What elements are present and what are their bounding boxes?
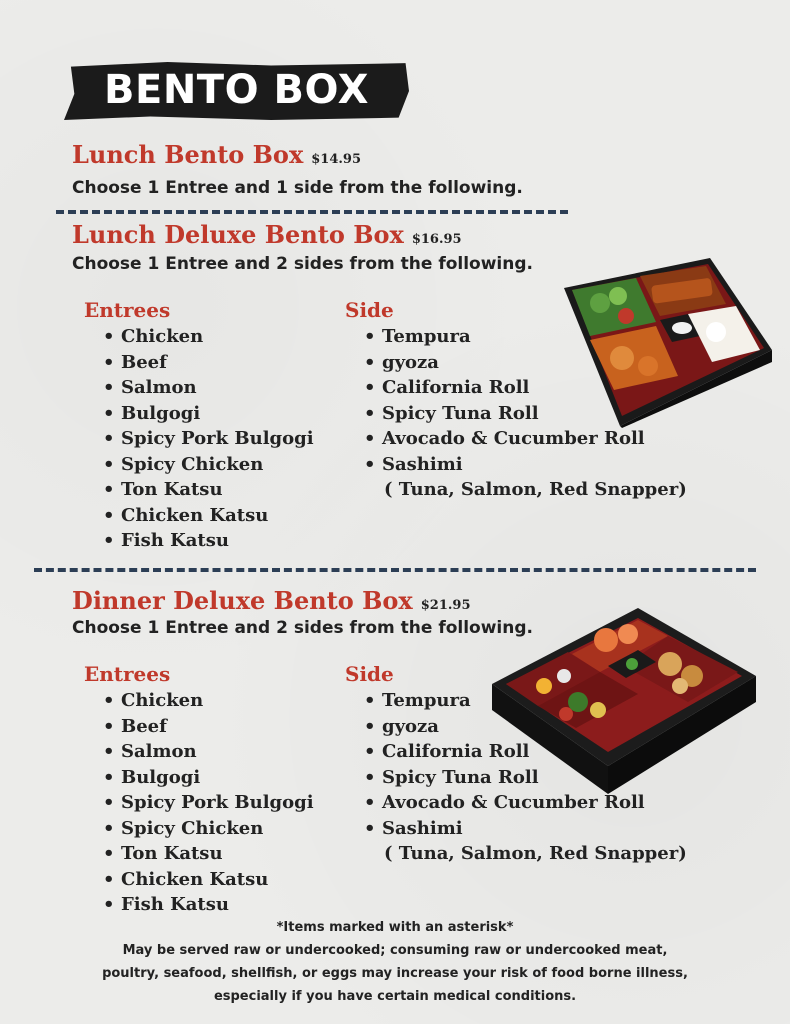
list-item: • California Roll	[358, 375, 645, 401]
list-item: • Chicken	[97, 324, 314, 350]
list-item: • Ton Katsu	[97, 841, 314, 867]
list-item: • Avocado & Cucumber Roll	[358, 790, 645, 816]
page-title: BENTO BOX	[104, 67, 369, 113]
disclaimer-line: poultry, seafood, shellfish, or eggs may increase your risk of food borne illness,	[102, 966, 688, 981]
list-item: • Spicy Pork Bulgogi	[97, 790, 314, 816]
lunch-side-heading: Side	[345, 298, 394, 322]
lunch-bento-instruction: Choose 1 Entree and 1 side from the following.	[72, 178, 523, 198]
list-item: • gyoza	[358, 714, 645, 740]
list-item: • Fish Katsu	[97, 528, 314, 554]
section-divider	[34, 568, 756, 572]
list-item: • Spicy Chicken	[97, 816, 314, 842]
lunch-bento-heading	[72, 140, 361, 169]
lunch-deluxe-heading	[72, 220, 462, 249]
list-item: • Beef	[97, 350, 314, 376]
lunch-entrees-list	[97, 324, 314, 554]
list-item: • Spicy Chicken	[97, 452, 314, 478]
list-item: • Spicy Pork Bulgogi	[97, 426, 314, 452]
dinner-sashimi-note: ( Tuna, Salmon, Red Snapper)	[384, 843, 687, 864]
lunch-bento-title: Lunch Bento Box	[72, 140, 304, 169]
list-item: • Beef	[97, 714, 314, 740]
lunch-deluxe-title: Lunch Deluxe Bento Box	[72, 220, 404, 249]
dinner-deluxe-heading	[72, 586, 471, 615]
list-item: • Tempura	[358, 688, 645, 714]
list-item: • Chicken	[97, 688, 314, 714]
dinner-deluxe-title: Dinner Deluxe Bento Box	[72, 586, 413, 615]
list-item: • Sashimi	[358, 816, 645, 842]
section-divider	[56, 210, 568, 214]
disclaimer-line: May be served raw or undercooked; consuming raw or undercooked meat,	[122, 943, 668, 958]
dinner-side-heading: Side	[345, 662, 394, 686]
list-item: • Spicy Tuna Roll	[358, 765, 645, 791]
list-item: • Spicy Tuna Roll	[358, 401, 645, 427]
list-item: • California Roll	[358, 739, 645, 765]
list-item: • Sashimi	[358, 452, 645, 478]
list-item: • gyoza	[358, 350, 645, 376]
dinner-deluxe-instruction: Choose 1 Entree and 2 sides from the following.	[72, 618, 533, 638]
list-item: • Salmon	[97, 375, 314, 401]
dinner-entrees-list	[97, 688, 314, 918]
list-item: • Bulgogi	[97, 765, 314, 791]
dinner-bento-photo	[488, 606, 760, 796]
lunch-bento-price: $14.95	[311, 152, 362, 167]
lunch-entrees-heading: Entrees	[84, 298, 171, 322]
lunch-sashimi-note: ( Tuna, Salmon, Red Snapper)	[384, 479, 687, 500]
list-item: • Chicken Katsu	[97, 503, 314, 529]
list-item: • Ton Katsu	[97, 477, 314, 503]
lunch-deluxe-instruction: Choose 1 Entree and 2 sides from the following.	[72, 254, 533, 274]
lunch-deluxe-price: $16.95	[411, 232, 462, 247]
list-item: • Bulgogi	[97, 401, 314, 427]
list-item: • Tempura	[358, 324, 645, 350]
list-item: • Avocado & Cucumber Roll	[358, 426, 645, 452]
disclaimer-line: especially if you have certain medical conditions.	[213, 989, 577, 1004]
list-item: • Chicken Katsu	[97, 867, 314, 893]
lunch-bento-photo	[560, 258, 775, 428]
dinner-entrees-heading: Entrees	[84, 662, 171, 686]
dinner-deluxe-price: $21.95	[420, 598, 471, 613]
list-item: • Fish Katsu	[97, 892, 314, 918]
list-item: • Salmon	[97, 739, 314, 765]
disclaimer-title: *Items marked with an asterisk*	[276, 920, 514, 935]
